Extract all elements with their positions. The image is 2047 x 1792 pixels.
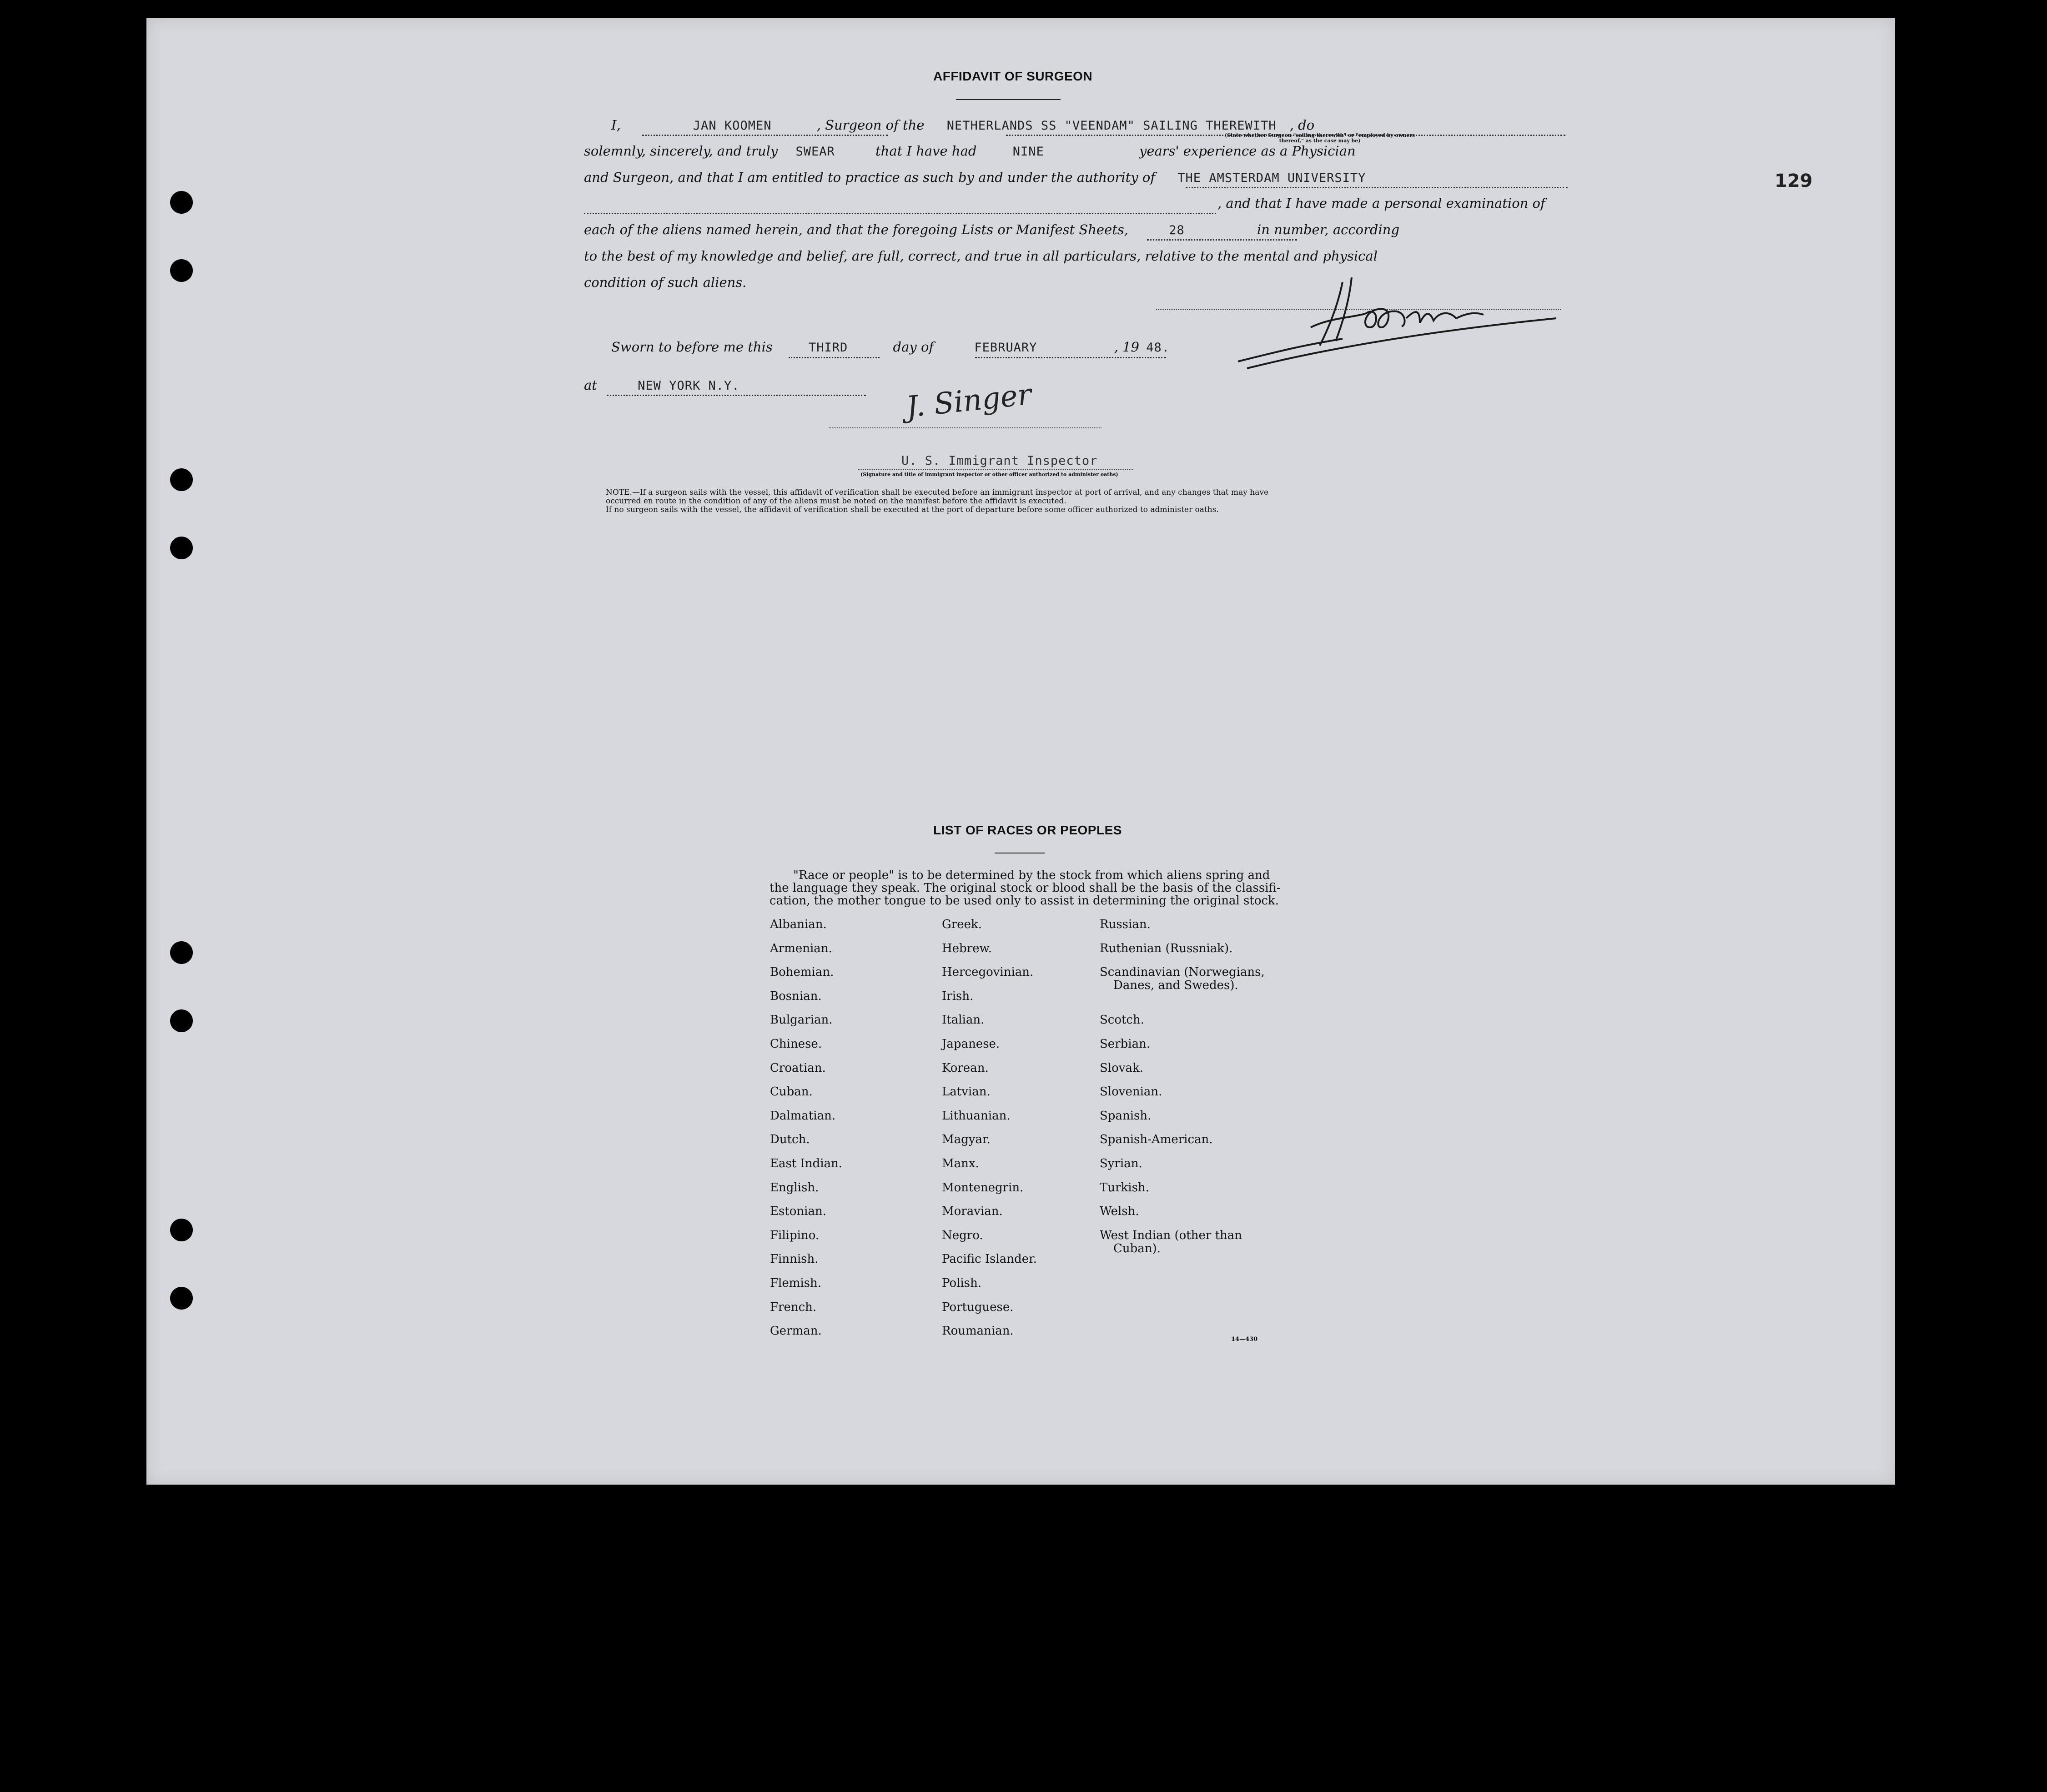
race-item: Danes, and Swedes). [1113, 979, 1238, 992]
race-item: Estonian. [770, 1205, 826, 1218]
sworn-day: THIRD [809, 341, 848, 355]
document-sheet [146, 18, 1895, 1485]
punch-hole [170, 1009, 193, 1032]
surgeon-name: JAN KOOMEN [693, 119, 772, 133]
affidavit-line-3 [584, 170, 1366, 185]
text: each of the aliens named herein, and that the foregoing Lists or Manifest Sheets, [584, 222, 1129, 237]
blank-line [584, 213, 1216, 214]
punch-hole [170, 259, 193, 282]
race-item: Spanish-American. [1100, 1133, 1213, 1146]
oath-word: SWEAR [795, 145, 835, 159]
blank-line [789, 357, 880, 358]
ship-name: NETHERLANDS SS "VEENDAM" SAILING THEREWITH [946, 119, 1277, 133]
text: Sworn to before me this [611, 339, 773, 355]
race-item: Albanian. [770, 918, 827, 931]
text: solemnly, sincerely, and truly [584, 143, 778, 159]
page-number: 129 [1775, 171, 1813, 191]
race-item: East Indian. [770, 1157, 843, 1170]
race-item: Magyar. [942, 1133, 991, 1146]
years-experience: NINE [1012, 145, 1044, 159]
text: in number, according [1257, 222, 1400, 237]
race-item: West Indian (other than [1100, 1229, 1242, 1242]
manifest-sheet-count: 28 [1169, 223, 1185, 237]
affidavit-line-5 [584, 222, 1399, 237]
race-item: Welsh. [1100, 1205, 1139, 1218]
affidavit-line-6: to the best of my knowledge and belief, are full, correct, and true in all particulars, relative to the mental and physical [584, 248, 1378, 264]
race-item: Flemish. [770, 1276, 822, 1290]
race-item: Armenian. [770, 942, 832, 955]
race-item: Lithuanian. [942, 1109, 1011, 1123]
authority-name: THE AMSTERDAM UNIVERSITY [1177, 171, 1366, 185]
race-item: Montenegrin. [942, 1181, 1024, 1195]
races-title: LIST OF RACES OR PEOPLES [933, 823, 1122, 837]
text: that I have had [875, 143, 977, 159]
place-line [584, 377, 740, 393]
text: I, [611, 117, 621, 133]
race-item: English. [770, 1181, 819, 1195]
race-item: Dutch. [770, 1133, 810, 1146]
race-item: Scotch. [1100, 1013, 1145, 1027]
race-item: Slovenian. [1100, 1085, 1162, 1099]
sworn-line [611, 339, 1170, 355]
race-item: Japanese. [942, 1037, 1000, 1051]
text: years' experience as a Physician [1139, 143, 1356, 159]
blank-line [642, 135, 888, 136]
race-item: Ruthenian (Russniak). [1100, 942, 1233, 955]
race-item: Serbian. [1100, 1037, 1151, 1051]
affidavit-title: AFFIDAVIT OF SURGEON [933, 69, 1093, 83]
race-item: Greek. [942, 918, 982, 931]
punch-hole [170, 537, 193, 559]
inspector-signature-line [829, 427, 1101, 428]
ship-role-note: (State whether Surgeon "sailing therewith" or "employed by owners thereof," as the case may be) [1224, 132, 1415, 144]
race-item: Filipino. [770, 1229, 820, 1242]
punch-hole [170, 1287, 193, 1310]
race-item: Roumanian. [942, 1324, 1014, 1338]
punch-hole [170, 1219, 193, 1241]
blank-line [1186, 187, 1568, 188]
text: day of [893, 339, 934, 355]
punch-hole [170, 191, 193, 214]
race-item: Bulgarian. [770, 1013, 833, 1027]
race-item: Russian. [1100, 918, 1151, 931]
race-item: Scandinavian (Norwegians, [1100, 965, 1265, 979]
form-number: 14—430 [1231, 1336, 1258, 1343]
note-line-3: If no surgeon sails with the vessel, the affidavit of verification shall be executed at the port of departure before some officer authorized to administer oaths. [606, 505, 1219, 514]
race-item: Turkish. [1100, 1181, 1149, 1195]
race-item: Chinese. [770, 1037, 822, 1051]
title-underline [956, 99, 1061, 100]
blank-line [975, 357, 1166, 358]
race-item: Dalmatian. [770, 1109, 836, 1123]
note-line-1: NOTE.—If a surgeon sails with the vessel, this affidavit of verification shall be executed before an immigrant inspector at port of arrival, and any changes that may have [606, 488, 1269, 497]
affidavit-line-2 [584, 143, 1356, 159]
sworn-place: NEW YORK N.Y. [638, 379, 740, 393]
blank-line [607, 395, 866, 396]
races-intro-3: cation, the mother tongue to be used only to assist in determining the original stock. [770, 894, 1279, 908]
race-item: French. [770, 1300, 817, 1314]
race-item: Polish. [942, 1276, 982, 1290]
text: , 19 [1114, 339, 1139, 355]
text: at [584, 377, 597, 393]
race-item: Hercegovinian. [942, 965, 1034, 979]
inspector-title-line [858, 469, 1133, 470]
inspector-title: U. S. Immigrant Inspector [901, 454, 1098, 468]
note-line-2: occurred en route in the condition of any of the aliens must be noted on the manifest before the affidavit is executed. [606, 497, 1066, 506]
race-item: Manx. [942, 1157, 979, 1170]
race-item: Cuban). [1113, 1242, 1161, 1255]
race-item: Slovak. [1100, 1061, 1143, 1075]
race-item: Korean. [942, 1061, 989, 1075]
blank-line [1147, 239, 1297, 241]
surgeon-signature [1229, 264, 1584, 377]
sworn-year: 48. [1146, 341, 1170, 355]
race-item: Portuguese. [942, 1300, 1014, 1314]
race-item: Irish. [942, 989, 974, 1003]
text: and Surgeon, and that I am entitled to practice as such by and under the authority of [584, 170, 1156, 185]
race-item: Syrian. [1100, 1157, 1142, 1170]
race-item: Finnish. [770, 1252, 819, 1266]
text: , Surgeon of the [816, 117, 925, 133]
race-item: Pacific Islander. [942, 1252, 1037, 1266]
race-item: Negro. [942, 1229, 983, 1242]
race-item: Cuban. [770, 1085, 813, 1099]
inspector-signature: J. Singer [904, 377, 1033, 425]
punch-hole [170, 468, 193, 491]
affidavit-line-4: , and that I have made a personal examination of [1217, 196, 1545, 211]
race-item: Hebrew. [942, 942, 992, 955]
race-item: Bosnian. [770, 989, 822, 1003]
text: , do [1289, 117, 1315, 133]
race-item: Bohemian. [770, 965, 834, 979]
race-item: German. [770, 1324, 822, 1338]
races-intro-1: "Race or people" is to be determined by the stock from which aliens spring and [793, 868, 1270, 882]
race-item: Latvian. [942, 1085, 991, 1099]
affidavit-line-7: condition of such aliens. [584, 275, 747, 290]
race-item: Spanish. [1100, 1109, 1152, 1123]
sworn-month: FEBRUARY [974, 341, 1037, 355]
races-intro-2: the language they speak. The original stock or blood shall be the basis of the classifi- [770, 881, 1281, 895]
affidavit-line-1 [611, 117, 1314, 133]
race-item: Italian. [942, 1013, 985, 1027]
punch-hole [170, 941, 193, 964]
race-item: Croatian. [770, 1061, 826, 1075]
race-item: Moravian. [942, 1205, 1003, 1218]
inspector-caption: (Signature and title of immigrant inspector or other officer authorized to administer oaths) [860, 472, 1118, 477]
